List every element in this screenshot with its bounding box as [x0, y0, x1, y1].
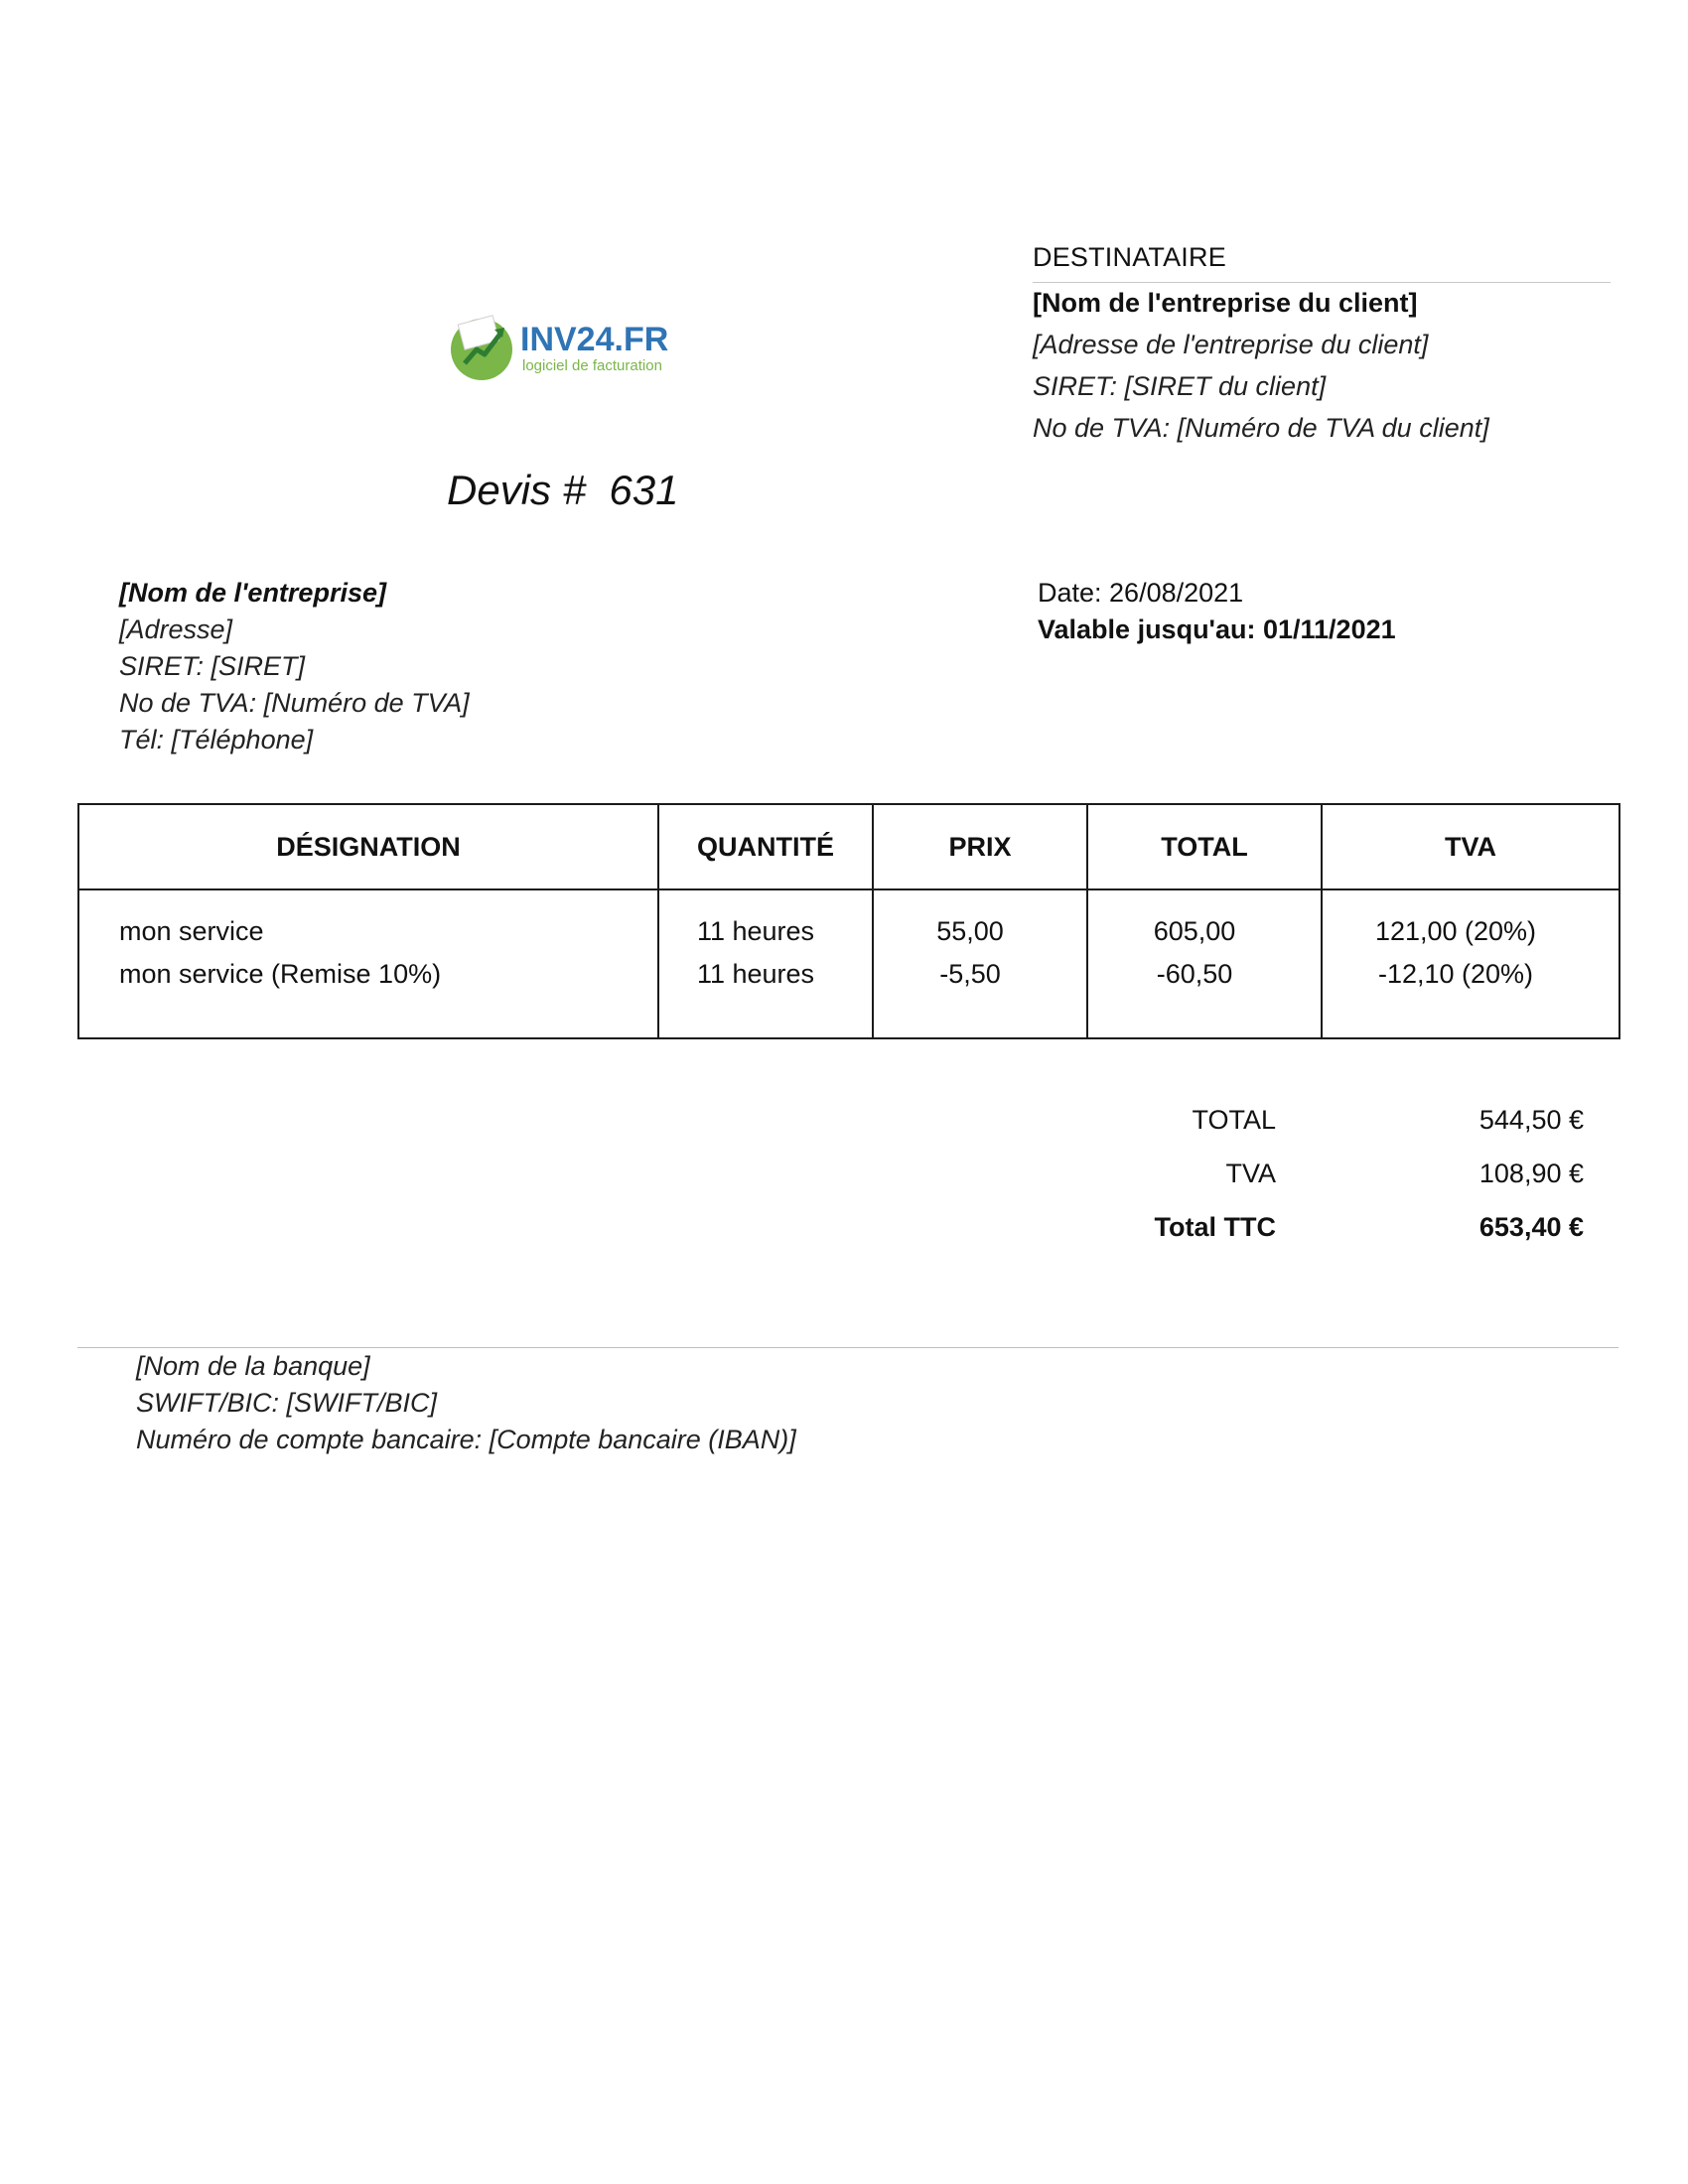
table-row-total: 605,00: [1153, 916, 1236, 946]
sender-name: [Nom de l'entreprise]: [119, 578, 386, 608]
vat-cell: [1322, 889, 1619, 1038]
bank-name: [Nom de la banque]: [136, 1351, 370, 1381]
bank-account: Numéro de compte bancaire: [Compte bancaire (IBAN)]: [136, 1425, 796, 1454]
quantity-cell: [658, 889, 873, 1038]
header-price: PRIX: [873, 804, 1087, 889]
subtotal-label: TOTAL: [1192, 1105, 1276, 1135]
logo-tagline: logiciel de facturation: [522, 357, 662, 374]
recipient-address: [Adresse de l'entreprise du client]: [1033, 330, 1429, 359]
table-row-price: 55,00: [936, 916, 1004, 946]
logo-icon: [447, 308, 695, 387]
company-logo: [447, 308, 695, 387]
table-row-designation: mon service: [119, 916, 264, 946]
table-row-total: -60,50: [1156, 959, 1233, 989]
sender-phone: Tél: [Téléphone]: [119, 725, 314, 754]
recipient-siret: SIRET: [SIRET du client]: [1033, 371, 1327, 401]
table-row-quantity: 11 heures: [696, 959, 815, 989]
table-row-quantity: 11 heures: [696, 916, 815, 946]
grand-total-value: 653,40 €: [1478, 1212, 1584, 1242]
table-row-vat: 121,00 (20%): [1374, 916, 1537, 946]
total-cell: [1087, 889, 1322, 1038]
quote-date: Date: 26/08/2021: [1038, 578, 1244, 608]
subtotal-value: 544,50 €: [1478, 1105, 1584, 1135]
vat-total-value: 108,90 €: [1478, 1159, 1584, 1188]
document-title: Devis # 631: [447, 467, 679, 513]
recipient-vat: No de TVA: [Numéro de TVA du client]: [1033, 413, 1489, 443]
table-header-row: [78, 804, 1619, 889]
table-body-row: [78, 889, 1619, 1038]
recipient-name: [Nom de l'entreprise du client]: [1033, 288, 1418, 318]
table-row-vat: -12,10 (20%): [1377, 959, 1534, 989]
header-vat: TVA: [1322, 804, 1619, 889]
vat-total-label: TVA: [1225, 1159, 1276, 1188]
bank-swift: SWIFT/BIC: [SWIFT/BIC]: [136, 1388, 437, 1418]
sender-siret: SIRET: [SIRET]: [119, 651, 306, 681]
recipient-title: DESTINATAIRE: [1033, 242, 1226, 272]
logo-brand: INV24.FR: [520, 321, 669, 358]
price-cell: [873, 889, 1087, 1038]
header-quantity: QUANTITÉ: [658, 804, 873, 889]
designation-cell: [78, 889, 658, 1038]
footer-divider: [77, 1347, 1618, 1348]
table-row-price: -5,50: [939, 959, 1001, 989]
sender-vat: No de TVA: [Numéro de TVA]: [119, 688, 470, 718]
table-row-designation: mon service (Remise 10%): [119, 959, 442, 989]
header-designation: DÉSIGNATION: [78, 804, 658, 889]
header-total: TOTAL: [1087, 804, 1322, 889]
items-table: [77, 803, 1620, 1039]
grand-total-label: Total TTC: [1154, 1212, 1276, 1242]
sender-address: [Adresse]: [119, 614, 233, 644]
recipient-divider: [1033, 282, 1611, 283]
valid-until-date: Valable jusqu'au: 01/11/2021: [1038, 614, 1396, 644]
